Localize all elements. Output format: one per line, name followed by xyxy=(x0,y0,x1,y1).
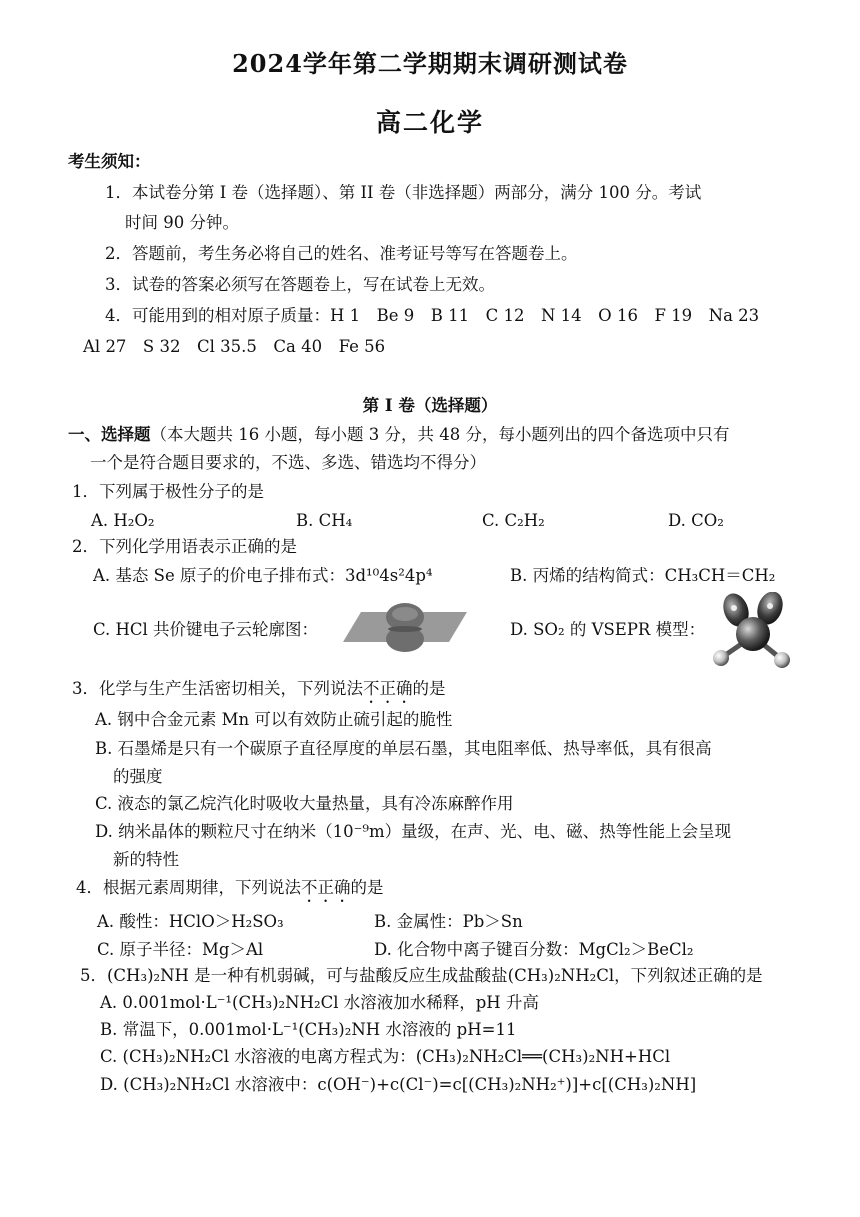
q5-option-b: B. 常温下，0.001mol·L⁻¹(CH₃)₂NH 水溶液的 pH=11 xyxy=(100,1020,517,1039)
q3-option-d-cont: 新的特性 xyxy=(113,850,179,869)
lobe-dot-left xyxy=(731,605,737,611)
central-atom xyxy=(736,617,770,651)
section-intro-label: 一、选择题 xyxy=(68,425,151,444)
section-intro xyxy=(68,423,729,447)
notice-item-4: 4．可能用到的相对原子质量：H 1 Be 9 B 11 C 12 N 14 O 16 F 19 Na 23 xyxy=(105,306,760,325)
outer-atom-left xyxy=(713,650,729,666)
q3-option-c: C. 液态的氯乙烷汽化时吸收大量热量，具有冷冻麻醉作用 xyxy=(95,794,514,813)
q1-option-d: D. CO₂ xyxy=(668,511,724,530)
q3-option-a: A. 钢中合金元素 Mn 可以有效防止硫引起的脆性 xyxy=(95,710,453,729)
q4-option-c: C. 原子半径：Mg＞Al xyxy=(97,940,264,959)
q3-stem-pre: 3．化学与生产生活密切相关，下列说法 xyxy=(72,679,363,698)
so2-vsepr-model-figure xyxy=(706,592,808,670)
notice-item-1: 1．本试卷分第 I 卷（选择题）、第 II 卷（非选择题）两部分，满分 100 分。考试 xyxy=(105,183,702,202)
q4-stem-pre: 4．根据元素周期律，下列说法 xyxy=(76,878,301,897)
q3-stem xyxy=(72,677,446,707)
q4-option-b: B. 金属性：Pb＞Sn xyxy=(374,912,523,931)
q3-option-b-cont: 的强度 xyxy=(113,767,163,786)
q2-option-b: B. 丙烯的结构简式：CH₃CH＝CH₂ xyxy=(510,566,776,585)
notice-item-4-cont: Al 27 S 32 Cl 35.5 Ca 40 Fe 56 xyxy=(83,337,386,356)
q3-option-b: B. 石墨烯是只有一个碳原子直径厚度的单层石墨，其电阻率低、热导率低，具有很高 xyxy=(95,739,712,758)
notice-item-1-cont: 时间 90 分钟。 xyxy=(125,213,239,232)
q3-stem-emphasis: 不正确 xyxy=(363,679,413,698)
q3-option-d: D. 纳米晶体的颗粒尺寸在纳米（10⁻⁹m）量级，在声、光、电、磁、热等性能上会呈现 xyxy=(95,822,732,841)
q1-option-b: B. CH₄ xyxy=(296,511,353,530)
exam-title: 2024学年第二学期期末调研测试卷 xyxy=(232,49,628,78)
subject-title: 高二化学 xyxy=(375,108,484,137)
q5-option-a: A. 0.001mol·L⁻¹(CH₃)₂NH₂Cl 水溶液加水稀释，pH 升高 xyxy=(100,993,539,1012)
q4-stem xyxy=(76,876,384,906)
cloud-waist xyxy=(388,626,422,632)
q1-option-c: C. C₂H₂ xyxy=(482,511,545,530)
notice-item-2: 2．答题前，考生务必将自己的姓名、准考证号等写在答题卷上。 xyxy=(105,244,578,263)
q2-option-a: A. 基态 Se 原子的价电子排布式：3d¹⁰4s²4p⁴ xyxy=(93,566,433,585)
q5-option-c: C. (CH₃)₂NH₂Cl 水溶液的电离方程式为：(CH₃)₂NH₂Cl══(CH₃)₂NH+HCl xyxy=(100,1047,671,1066)
notice-heading: 考生须知： xyxy=(68,152,151,171)
q4-stem-post: 的是 xyxy=(350,878,384,897)
section-intro-text: （本大题共 16 小题，每小题 3 分，共 48 分，每小题列出的四个备选项中只有 xyxy=(150,425,730,444)
q1-stem: 1．下列属于极性分子的是 xyxy=(72,482,264,501)
q4-stem-emphasis: 不正确 xyxy=(301,878,351,897)
q2-option-c: C. HCl 共价键电子云轮廓图： xyxy=(93,620,319,639)
section-intro-line2: 一个是符合题目要求的，不选、多选、错选均不得分） xyxy=(90,453,486,472)
q5-stem: 5．(CH₃)₂NH 是一种有机弱碱，可与盐酸反应生成盐酸盐(CH₃)₂NH₂Cl，下列叙述正确的是 xyxy=(80,966,763,985)
q5-option-d: D. (CH₃)₂NH₂Cl 水溶液中：c(OH⁻)+c(Cl⁻)=c[(CH₃)₂NH₂⁺)]+c[(CH₃)₂NH] xyxy=(100,1075,697,1094)
notice-item-3: 3．试卷的答案必须写在答题卷上，写在试卷上无效。 xyxy=(105,275,495,294)
lobe-dot-right xyxy=(767,603,773,609)
outer-atom-right xyxy=(774,652,790,668)
q3-stem-post: 的是 xyxy=(412,679,446,698)
q1-option-a: A. H₂O₂ xyxy=(91,511,155,530)
q4-option-d: D. 化合物中离子键百分数：MgCl₂＞BeCl₂ xyxy=(374,940,694,959)
cloud-lobe-upper-highlight xyxy=(392,607,418,621)
section-title: 第 I 卷（选择题） xyxy=(362,396,498,415)
q2-option-d: D. SO₂ 的 VSEPR 模型： xyxy=(510,620,706,639)
hcl-electron-cloud-figure xyxy=(343,598,467,656)
q2-stem: 2．下列化学用语表示正确的是 xyxy=(72,537,297,556)
q4-option-a: A. 酸性：HClO＞H₂SO₃ xyxy=(97,912,284,931)
